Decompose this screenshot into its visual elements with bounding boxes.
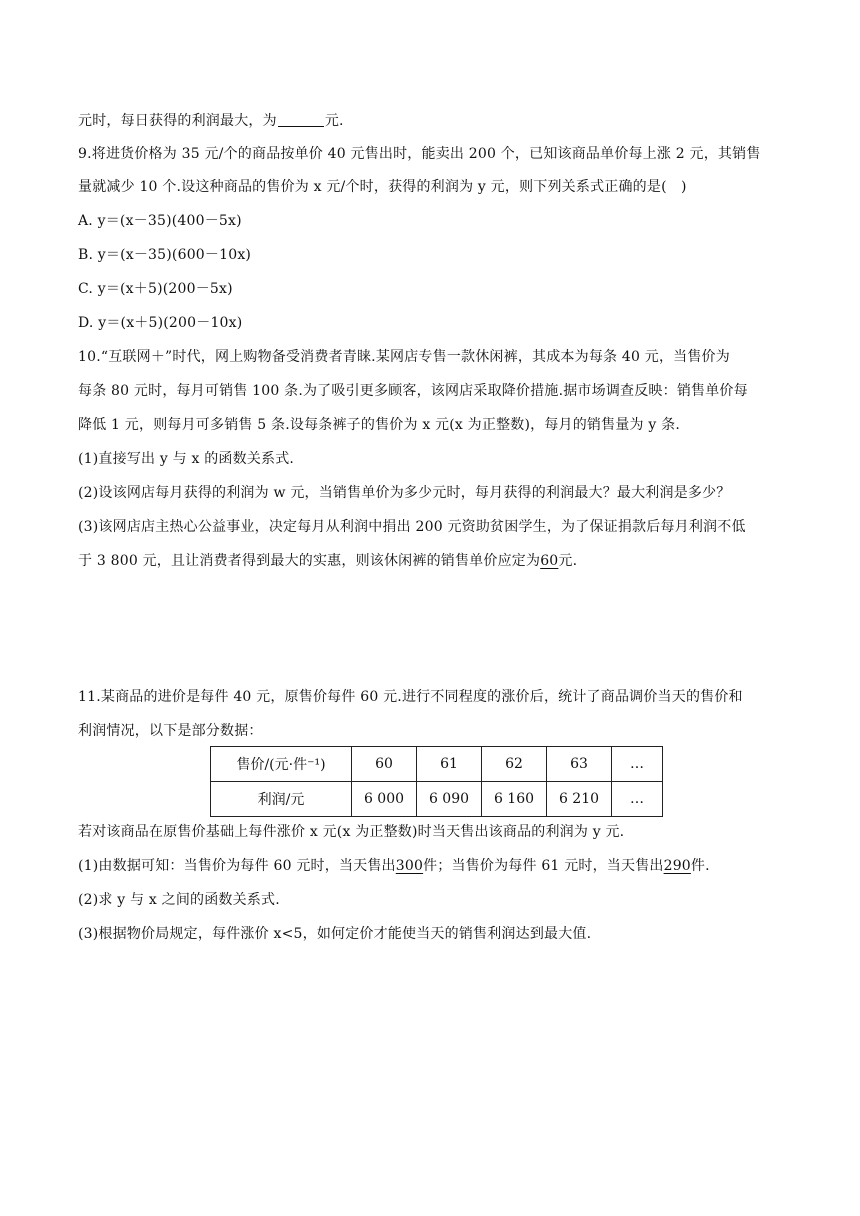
q11-data-table [210, 746, 663, 817]
table-cell: 6 160 [482, 782, 547, 817]
q10-part2: (2)设该网店每月获得的利润为 w 元，当销售单价为多少元时，每月获得的利润最大？最大利润是多少？ [78, 485, 731, 501]
q11-part3: (3)根据物价局规定，每件涨价 x<5，如何定价才能使当天的销售利润达到最大值. [78, 926, 592, 942]
q9-option-b: B. y＝(x－35)(600－10x) [78, 247, 252, 263]
q10-stem-line2: 每条 80 元时，每月可销售 100 条.为了吸引更多顾客，该网店采取降价措施.据市场调查反映：销售单价每 [78, 383, 748, 399]
q11-part1 [78, 856, 710, 876]
table-row-price [211, 747, 663, 782]
q10-part3-text: 于 3 800 元，且让消费者得到最大的实惠，则该休闲裤的销售单价应定为 [78, 553, 541, 569]
table-cell: 60 [352, 747, 417, 782]
q10-stem-line3: 降低 1 元，则每月可多销售 5 条.设每条裤子的售价为 x 元(x 为正整数)，每月的销售量为 y 条. [78, 417, 680, 433]
table-cell: 63 [547, 747, 612, 782]
q11-part2: (2)求 y 与 x 之间的函数关系式. [78, 892, 280, 908]
q10-part1: (1)直接写出 y 与 x 的函数关系式. [78, 451, 295, 467]
table-cell: … [612, 747, 663, 782]
q9-option-a: A. y＝(x－35)(400－5x) [78, 213, 242, 229]
q8-tail-end: 元. [324, 113, 344, 129]
q10-part3-answer: 60 [540, 553, 559, 569]
q10-stem-line1: 10.“互联网＋”时代，网上购物备受消费者青睐.某网店专售一款休闲裤，其成本为每条 40 元，当售价为 [78, 349, 730, 365]
q9-option-d: D. y＝(x＋5)(200－10x) [78, 315, 243, 331]
q9-stem-line1: 9.将进货价格为 35 元/个的商品按单价 40 元售出时，能卖出 200 个，已知该商品单价每上涨 2 元，其销售 [78, 146, 761, 162]
q11-part1-text-b: 件；当售价为每件 61 元时，当天售出 [423, 858, 664, 874]
q11-part1-text-c: 件. [690, 858, 710, 874]
q10-part3-end: 元. [558, 553, 578, 569]
table-cell: 62 [482, 747, 547, 782]
q8-tail-text: 元时，每日获得的利润最大，为 [78, 113, 277, 129]
table-cell: 61 [417, 747, 482, 782]
table-cell: 6 000 [352, 782, 417, 817]
q11-stem-line1: 11.某商品的进价是每件 40 元，原售价每件 60 元.进行不同程度的涨价后，统计了商品调价当天的售价和 [78, 689, 743, 705]
q11-part1-answer1: 300 [395, 858, 424, 874]
q10-part3-line2 [78, 551, 577, 571]
q8-answer-blank [278, 112, 324, 127]
table-cell: 6 210 [547, 782, 612, 817]
q11-stem-line3: 若对该商品在原售价基础上每件涨价 x 元(x 为正整数)时当天售出该商品的利润为 y 元. [78, 824, 625, 840]
table-header-price: 售价/(元·件⁻¹) [211, 747, 352, 782]
table-header-profit: 利润/元 [211, 782, 352, 817]
table-cell: 6 090 [417, 782, 482, 817]
q9-stem-line2: 量就减少 10 个.设这种商品的售价为 x 元/个时，获得的利润为 y 元，则下列关系式正确的是( ) [78, 179, 687, 195]
q8-tail-line [78, 111, 344, 131]
q10-part3-line1: (3)该网店店主热心公益事业，决定每月从利润中捐出 200 元资助贫困学生，为了保证捐款后每月利润不低 [78, 519, 746, 535]
q11-stem-line2: 利润情况，以下是部分数据： [78, 723, 263, 739]
table-row-profit [211, 782, 663, 817]
q9-option-c: C. y＝(x＋5)(200－5x) [78, 281, 233, 297]
table-cell: … [612, 782, 663, 817]
q11-part1-text-a: (1)由数据可知：当售价为每件 60 元时，当天售出 [78, 858, 396, 874]
q11-part1-answer2: 290 [663, 858, 691, 874]
